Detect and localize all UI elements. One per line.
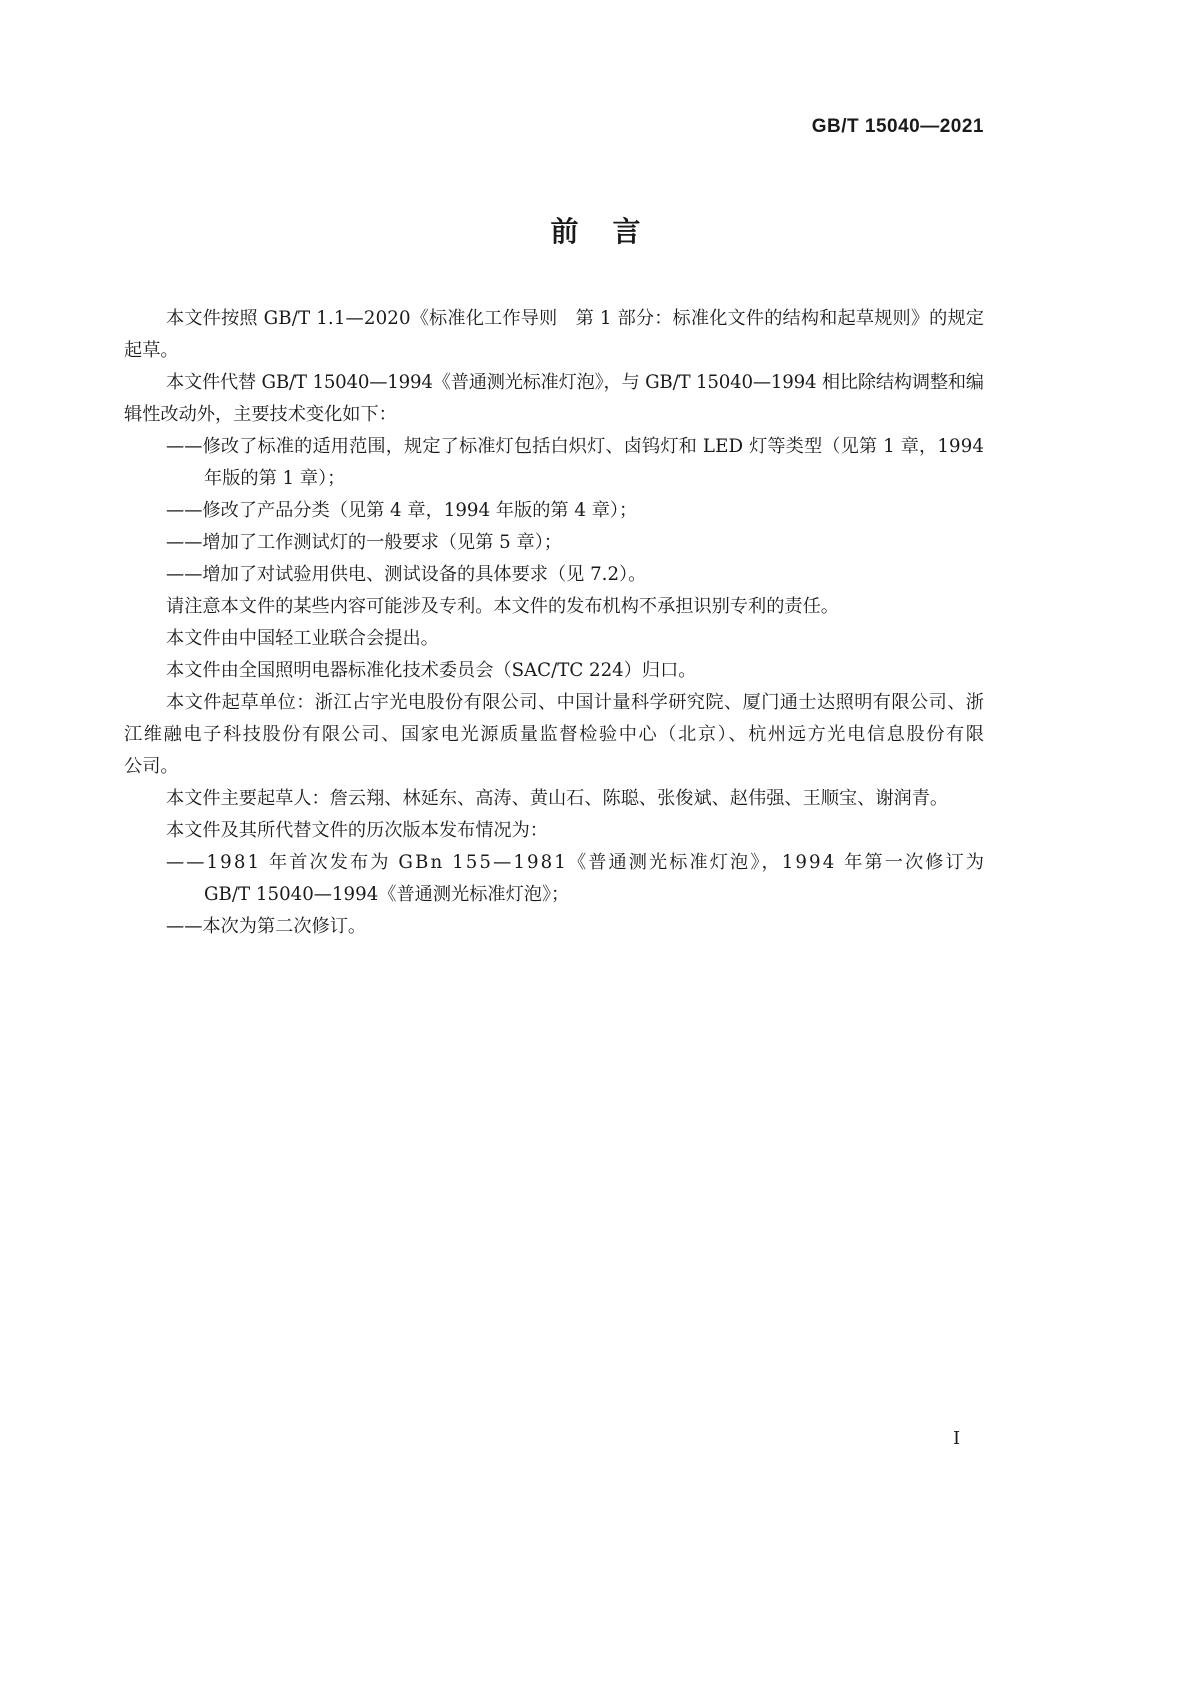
paragraph-line: 起草。 xyxy=(124,340,179,361)
document-number: GB/T 15040—2021 xyxy=(811,116,984,137)
paragraph-line: 本文件按照 GB/T 1.1—2020《标准化工作导则 第 1 部分：标准化文件的结构和起草规则》的规定 xyxy=(166,308,985,329)
proposer-statement: 本文件由中国轻工业联合会提出。 xyxy=(166,628,439,649)
committee-statement: 本文件由全国照明电器标准化技术委员会（SAC/TC 224）归口。 xyxy=(166,660,697,681)
paragraph-line: 本文件代替 GB/T 15040—1994《普通测光标准灯泡》，与 GB/T 15040—1994 相比除结构调整和编 xyxy=(166,372,984,393)
change-item: ——增加了对试验用供电、测试设备的具体要求（见 7.2）。 xyxy=(166,564,647,585)
drafting-units: 本文件起草单位：浙江占宇光电股份有限公司、中国计量科学研究院、厦门通士达照明有限公司、浙 xyxy=(166,692,985,713)
page-number: I xyxy=(953,1428,961,1449)
page-title: 前言 xyxy=(550,215,675,248)
history-item: ——本次为第二次修订。 xyxy=(166,916,367,937)
preface-body xyxy=(124,303,987,943)
drafters: 本文件主要起草人：詹云翔、林延东、高涛、黄山石、陈聪、张俊斌、赵伟强、王顺宝、谢润青。 xyxy=(166,788,949,809)
change-item-continuation: 年版的第 1 章）； xyxy=(204,468,346,489)
history-intro: 本文件及其所代替文件的历次版本发布情况为： xyxy=(166,820,548,841)
history-item-continuation: GB/T 15040—1994《普通测光标准灯泡》； xyxy=(204,884,570,905)
change-item: ——增加了工作测试灯的一般要求（见第 5 章）； xyxy=(166,532,562,553)
drafting-units: 公司。 xyxy=(124,756,179,777)
patent-notice: 请注意本文件的某些内容可能涉及专利。本文件的发布机构不承担识别专利的责任。 xyxy=(166,596,839,617)
change-item: ——修改了产品分类（见第 4 章，1994 年版的第 4 章）； xyxy=(166,500,638,521)
drafting-units: 江维融电子科技股份有限公司、国家电光源质量监督检验中心（北京）、杭州远方光电信息股份有限 xyxy=(124,724,986,745)
change-item: ——修改了标准的适用范围，规定了标准灯包括白炽灯、卤钨灯和 LED 灯等类型（见第 1 章，1994 xyxy=(166,436,985,457)
paragraph-line: 辑性改动外，主要技术变化如下： xyxy=(124,404,397,425)
history-item: ——1981 年首次发布为 GBn 155—1981《普通测光标准灯泡》，1994 年第一次修订为 xyxy=(166,852,987,873)
